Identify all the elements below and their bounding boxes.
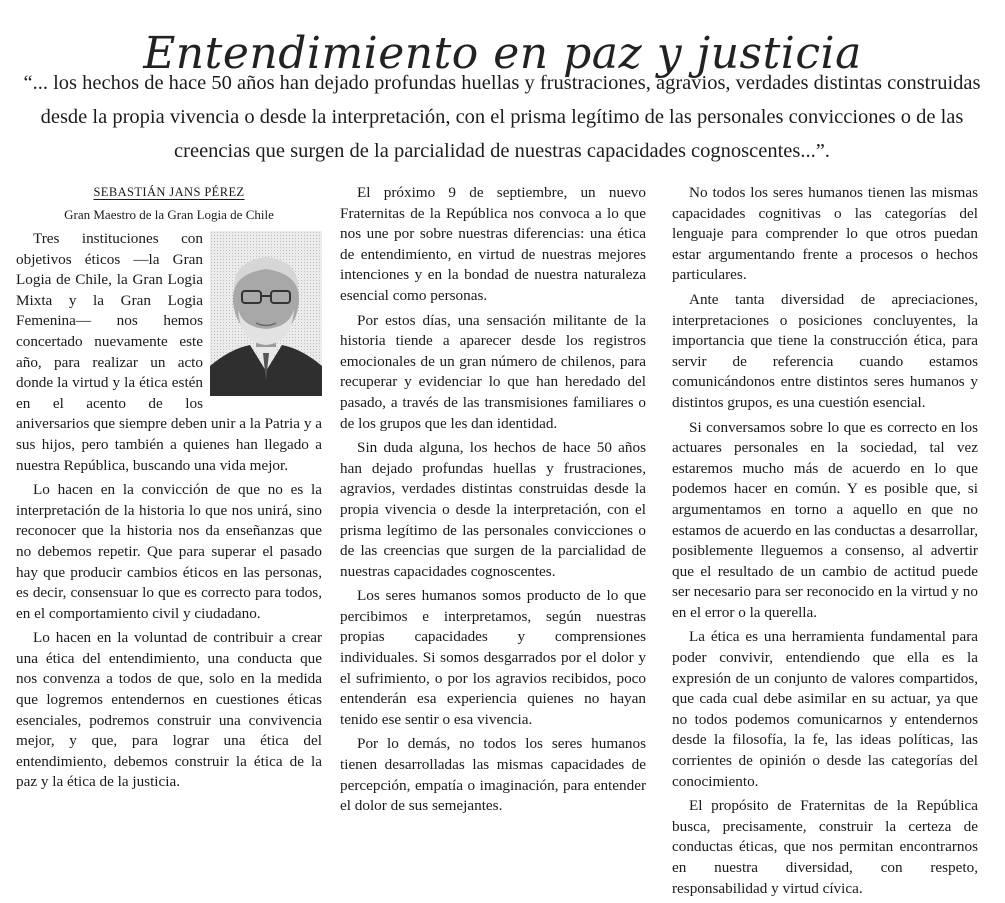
article-headline: Entendimiento en paz y justicia	[143, 28, 862, 80]
paragraph: Lo hacen en la voluntad de contribuir a crear una ética del entendimiento, una conducta que nos convenza a todos de que, solo en la medida que logremos entendernos en cuestiones éticas esenciales, podremos construir una convivencia mejor, y que, para lograr una ética del entendimiento, debemos construir la ética de la paz y la ética de la justicia.	[16, 629, 322, 791]
paragraph: Los seres humanos somos producto de lo que percibimos e interpretamos, según nuestras propias capacidades y comprensiones individuales. Si somos desgarrados por el dolor y el sufrimiento, o por los agravios recibidos, poco entenderán esa experiencia quienes no hayan tenido ese sentir o esa vivencia.	[340, 587, 646, 728]
lead-quote: “... los hechos de hace 50 años han dejado profundas huellas y frustraciones, agravios, verdades distintas construidas desde la propia vivencia o desde la interpretación, con el prisma legítimo de las personales convicciones o de las creencias que surgen de la parcialidad de nuestras capacidades cognoscentes...”.	[23, 72, 981, 162]
paragraph: La ética es una herramienta fundamental para poder convivir, entendiendo que ella es la expresión de un conjunto de valores compartidos, que cada cual debe asimilar en su actuar, ya que no todos podemos comunicarnos y entendernos desde la filosofía, la fe, las ideas políticas, las corrientes de opinión o desde las categorías del conocimiento.	[672, 628, 978, 790]
article-column-1	[16, 183, 322, 797]
paragraph: Si conversamos sobre lo que es correcto en los actuares personales en la sociedad, tal vez estaremos mucho más de acuerdo en lo que podemos hacer en común. Y es posible que, si argumentamos en torno a aquello en que no estamos de acuerdo en las conductas a desarrollar, posiblemente lleguemos a consenso, al advertir que el resultado de un cambio de actitud puede ser necesario para ser reconocido en la virtud y no en el error o la querella.	[672, 418, 978, 621]
paragraph: El próximo 9 de septiembre, un nuevo Fraternitas de la República nos convoca a lo que nos une por sobre nuestras diferencias: una ética de entendimiento, en virtud de nuestras mejores intenciones y en la bondad de nuestra naturaleza esencial como personas.	[340, 184, 646, 304]
paragraph: No todos los seres humanos tienen las mismas capacidades cognitivas o las categorías del lenguaje para comprender lo que otros puedan estar argumentando frente a procesos o hechos particulares.	[672, 184, 978, 284]
author-role: Gran Maestro de la Gran Logia de Chile	[64, 207, 274, 222]
paragraph: Sin duda alguna, los hechos de hace 50 años han dejado profundas huellas y frustraciones, agravios, verdades distintas construidas desde la propia vivencia o desde la interpretación, con el prisma legítimo de las personales convicciones o de las creencias que surgen de la parcialidad de nuestras capacidades cognoscentes.	[340, 439, 646, 580]
paragraph: El propósito de Fraternitas de la República busca, precisamente, construir la certeza de conductas éticas, que nos permitan encontrarnos en nuestra diversidad, con respeto, responsabilidad y virtud cívica.	[672, 797, 978, 897]
paragraph: Ante tanta diversidad de apreciaciones, interpretaciones o posiciones concluyentes, la importancia que tiene la construcción ética, para servir de referencia cuando estamos comunicándonos entre distintos seres humanos y distintos grupos, es una cuestión esencial.	[672, 290, 978, 411]
paragraph: Tres instituciones con objetivos éticos —la Gran Logia de Chile, la Gran Logia Mixta y la Gran Logia Femenina— nos hemos concertado nuevamente este año, para realizar un acto donde la virtud y la ética estén en el acento de los aniversarios que siempre deben unir a la Patria y a sus hijos, pero también a quienes han llegado a nuestra República, buscando una vida mejor.	[16, 230, 322, 474]
paragraph: Por estos días, una sensación militante de la historia tiende a aparecer desde los registros emocionales de un gran número de chilenos, para recuperar y evidenciar lo que han heredado del pasado, a través de las transmisiones familiares o de los grupos que les dan identidad.	[340, 311, 646, 432]
author-portrait-icon	[210, 231, 322, 396]
article-column-3	[672, 183, 978, 903]
article-column-2	[340, 183, 646, 821]
author-byline: SEBASTIÁN JANS PÉREZ	[93, 185, 245, 199]
author-photo	[210, 231, 322, 396]
paragraph: Por lo demás, no todos los seres humanos tienen desarrolladas las mismas capacidades de percepción, empatía o imaginación, para entender el dolor de sus semejantes.	[340, 735, 646, 815]
paragraph: Lo hacen en la convicción de que no es la interpretación de la historia lo que nos unirá, sino reconocer que la historia nos da enseñanzas que no debemos repetir. Que para superar el pasado hay que producir cambios éticos en las personas, es decir, consensuar lo que es correcto para todos, en el comportamiento civil y ciudadano.	[16, 481, 322, 622]
